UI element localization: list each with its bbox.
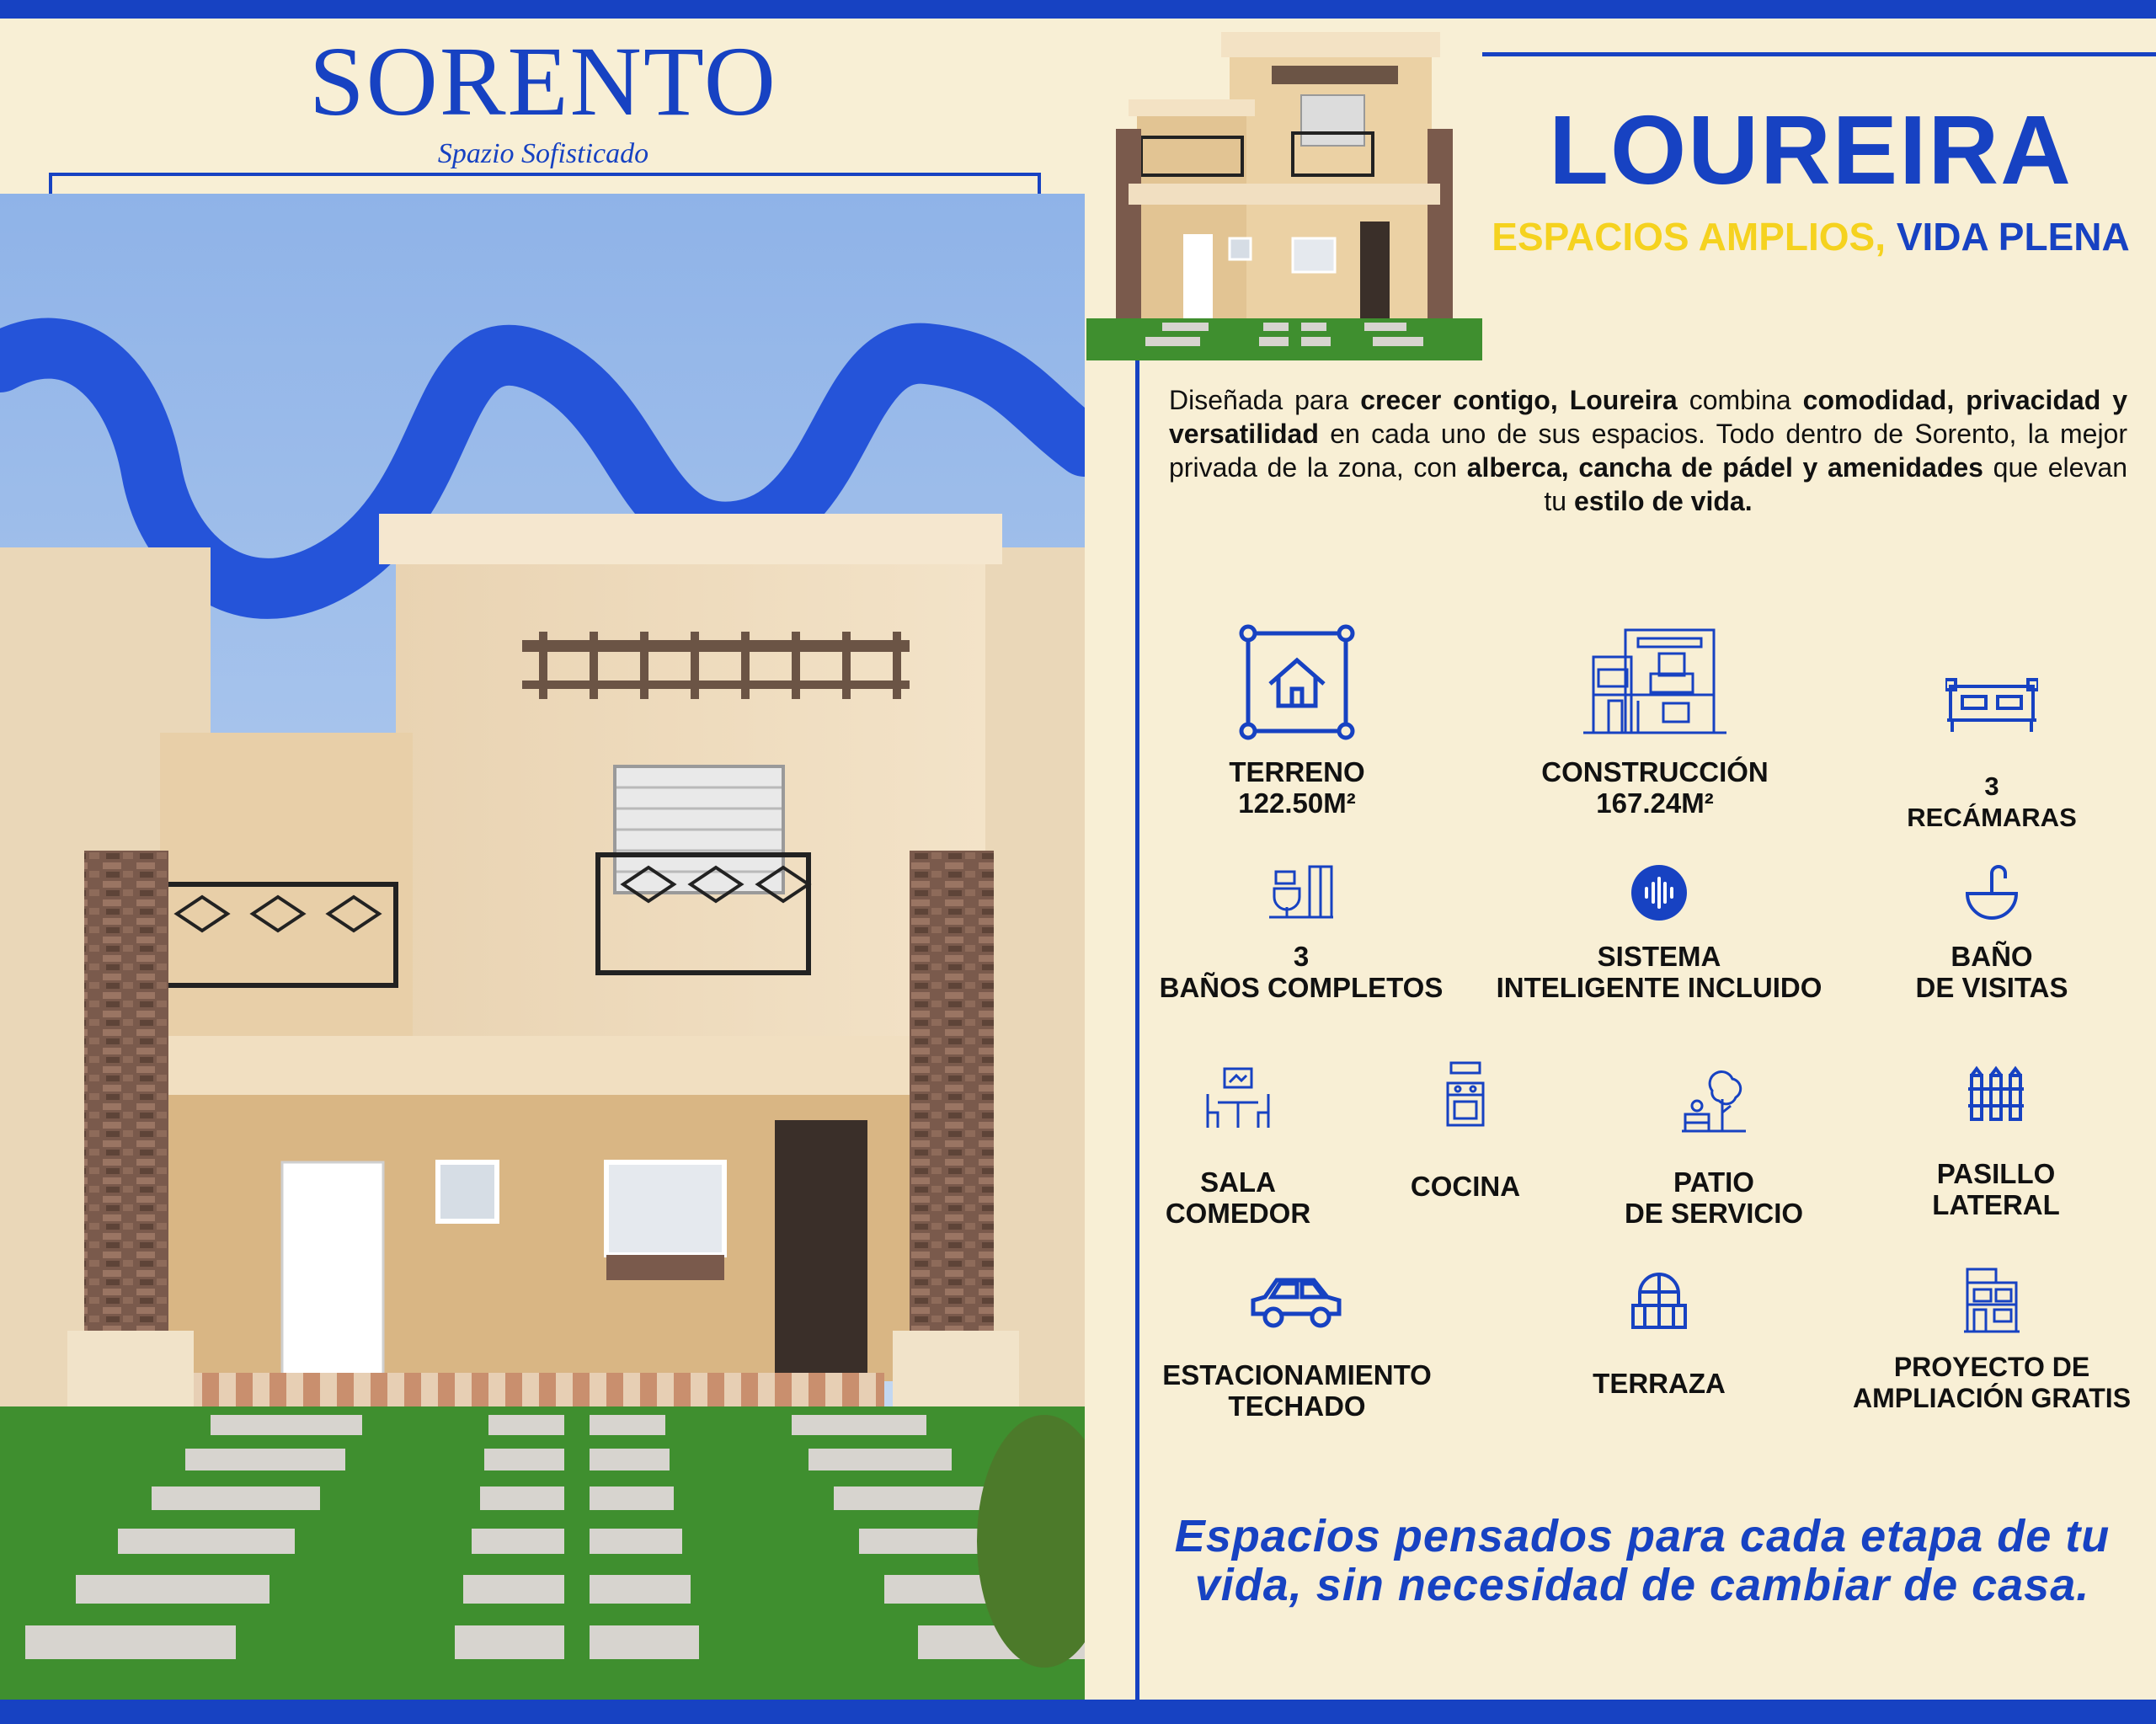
desc-text-2: combina xyxy=(1677,385,1803,415)
feature-value: 122.50M² xyxy=(1238,787,1356,819)
top-border xyxy=(0,0,2156,19)
model-title xyxy=(1482,95,2139,259)
fence-icon xyxy=(1967,1065,2025,1124)
desc-text-3: en cada uno de sus espacios. Todo dentro de Sorento, la mejor privada de la zona, con xyxy=(1169,419,2127,483)
desc-text-4: que elevan tu xyxy=(1544,452,2128,516)
bed-icon xyxy=(1945,678,2038,737)
brand-tagline: Spazio Sofisticado xyxy=(437,138,649,169)
feature-terraza xyxy=(1550,1272,1769,1399)
feature-estacionamiento xyxy=(1145,1272,1449,1422)
desc-bold-4: estilo de vida. xyxy=(1573,486,1753,516)
feature-pasillo xyxy=(1886,1065,2105,1220)
subtitle-yellow: ESPACIOS AMPLIOS, xyxy=(1492,215,1886,259)
feature-ampliacion xyxy=(1840,1268,2143,1414)
desc-bold-2: comodidad, privacidad y versatilidad xyxy=(1169,385,2128,449)
house-thumbnail xyxy=(1086,24,1482,360)
smart-system-icon xyxy=(1630,863,1689,922)
feature-cocina xyxy=(1373,1061,1558,1202)
feature-label: PROYECTO DE AMPLIACIÓN GRATIS xyxy=(1852,1352,2132,1413)
desc-text-1: Diseñada para xyxy=(1169,385,1361,415)
closing-tagline: Espacios pensados para cada etapa de tu vida, sin necesidad de cambiar de casa. xyxy=(1174,1511,2111,1610)
feature-label: RECÁMARAS xyxy=(1907,803,2077,832)
stove-icon xyxy=(1444,1061,1486,1129)
model-subtitle xyxy=(1482,214,2139,259)
house-lot-icon xyxy=(1238,623,1356,741)
car-icon xyxy=(1246,1272,1348,1331)
dining-icon xyxy=(1204,1065,1272,1133)
feature-label: CONSTRUCCIÓN xyxy=(1541,756,1769,787)
desc-bold-3: alberca, cancha de pádel y amenidades xyxy=(1466,452,1983,483)
feature-bano-visitas xyxy=(1886,863,2097,1003)
feature-value: 3 xyxy=(1984,771,1999,801)
sink-icon xyxy=(1962,863,2021,922)
photo-frame xyxy=(49,173,1041,195)
model-name: LOUREIRA xyxy=(1549,95,2073,205)
feature-banos xyxy=(1145,863,1457,1003)
subtitle-blue: VIDA PLENA xyxy=(1896,215,2130,259)
expansion-icon xyxy=(1962,1268,2021,1335)
feature-label: TERRENO xyxy=(1229,756,1365,787)
feature-patio xyxy=(1600,1065,1828,1229)
feature-value: 3 xyxy=(1293,941,1310,972)
feature-sala-comedor xyxy=(1145,1065,1331,1229)
window-icon xyxy=(1630,1272,1689,1331)
bathroom-icon xyxy=(1267,863,1335,922)
house-blueprint-icon xyxy=(1583,623,1726,741)
feature-value: 167.24M² xyxy=(1596,787,1714,819)
feature-label: BAÑOS COMPLETOS xyxy=(1159,972,1444,1003)
feature-label: PASILLO LATERAL xyxy=(1932,1158,2060,1220)
feature-label: TERRAZA xyxy=(1593,1368,1726,1399)
feature-label: ESTACIONAMIENTO TECHADO xyxy=(1162,1359,1432,1422)
feature-label: SALA COMEDOR xyxy=(1165,1166,1311,1229)
house-photo xyxy=(0,194,1085,1700)
brand-logo xyxy=(0,26,1086,170)
feature-label: PATIO DE SERVICIO xyxy=(1624,1166,1804,1229)
feature-label: SISTEMA INTELIGENTE INCLUIDO xyxy=(1496,941,1822,1003)
feature-recamaras xyxy=(1870,678,2114,833)
feature-construccion xyxy=(1491,623,1819,819)
feature-label: BAÑO DE VISITAS xyxy=(1915,941,2068,1003)
brand-name: SORENTO xyxy=(308,26,777,136)
feature-terreno xyxy=(1154,623,1440,819)
feature-sistema xyxy=(1482,863,1836,1003)
patio-icon xyxy=(1680,1065,1748,1133)
description xyxy=(1169,383,2127,518)
feature-label: COCINA xyxy=(1410,1171,1521,1202)
desc-bold-1: crecer contigo, Loureira xyxy=(1360,385,1678,415)
